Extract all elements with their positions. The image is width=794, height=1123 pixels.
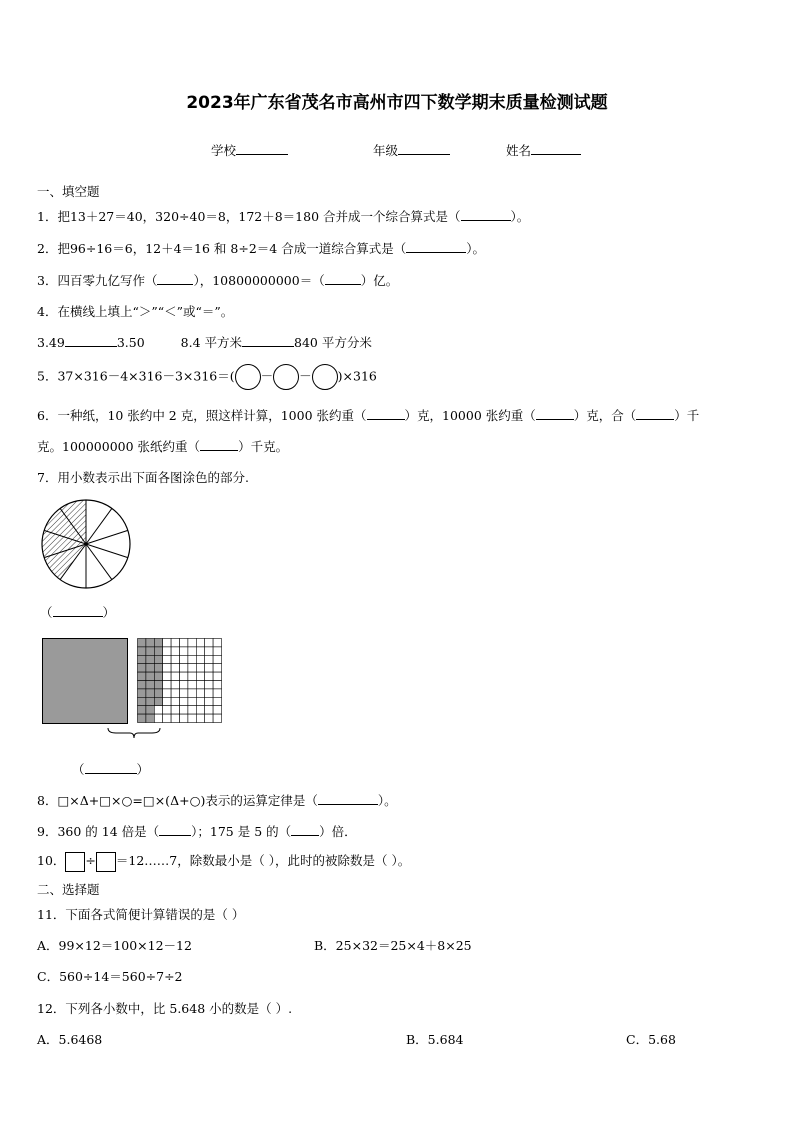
q7-a1-open: （ [40,605,53,620]
grade-blank[interactable] [398,154,450,155]
grid-cell [205,697,213,705]
pie-figure [40,498,132,590]
grid-cell [154,647,162,655]
q6-text-e: 克。100000000 张纸约重（ [37,439,201,454]
grid-cell [213,672,221,680]
grid-cell [188,681,196,689]
question-7: 7．用小数表示出下面各图涂色的部分. [37,470,249,485]
grid-cell [138,681,146,689]
q10-divide: ÷ [85,853,96,868]
q6-text-f: ）千克。 [238,439,289,454]
grid-cell [196,689,204,697]
name-field [506,141,581,159]
brace-icon [106,726,162,740]
q10-divisor-box[interactable] [96,852,116,872]
grid-cell [146,681,154,689]
grid-cell [154,672,162,680]
q12-option-b[interactable]: B．5.684 [406,1032,464,1047]
question-4-items [37,333,372,351]
grid-cell [154,689,162,697]
q9-blank-2[interactable] [291,835,319,836]
q3-text-a: 3．四百零九亿写作（ [37,273,158,288]
q11-option-b[interactable]: B．25×32＝25×4＋8×25 [314,938,472,953]
q12-option-c[interactable]: C．5.68 [626,1032,676,1047]
section-choice: 二、选择题 [37,882,100,897]
grid-cell [171,681,179,689]
pie-divider [86,544,112,580]
question-11: 11．下面各式简便计算错误的是（ ） [37,907,245,922]
q5-minus-2: － [299,368,312,384]
q4-left-1: 3.49 [37,335,65,350]
grid-cell [196,672,204,680]
q6-blank-4[interactable] [200,450,238,451]
grid-cell [138,706,146,714]
q11-option-c[interactable]: C．560÷14＝560÷7÷2 [37,969,183,984]
q4-right-1: 3.50 [116,335,145,350]
grid-cell [213,697,221,705]
question-5 [37,364,377,390]
grid-cell [171,672,179,680]
q3-blank-2[interactable] [325,284,361,285]
grade-field [373,141,450,159]
grid-cell [213,706,221,714]
grid-cell [213,639,221,647]
q4-blank-1[interactable] [65,346,117,347]
q5-circle-1[interactable] [235,364,261,390]
grid-cell [163,647,171,655]
grid-cell [138,689,146,697]
grid-cell [188,689,196,697]
grid-cell [146,672,154,680]
grid-cell [171,647,179,655]
q3-text-c: ）亿。 [360,273,399,288]
grid-cell [146,689,154,697]
grid-cell [188,697,196,705]
grid-cell [180,672,188,680]
q4-right-2: 840 平方分米 [294,335,372,350]
grid-cell [188,672,196,680]
q2-end: ）。 [466,241,485,256]
q5-circle-3[interactable] [312,364,338,390]
grid-cell [180,655,188,663]
grid-cell [205,714,213,722]
q10-number: 10． [37,853,66,868]
grid-cell [196,697,204,705]
q6-blank-1[interactable] [367,419,405,420]
grid-cell [213,655,221,663]
name-label: 姓名 [506,143,532,158]
grid-cell [163,689,171,697]
grid-cell [213,664,221,672]
q7-blank-2[interactable] [85,773,137,774]
grid-cell [163,664,171,672]
grid-cell [205,655,213,663]
grid-cell [213,689,221,697]
q1-text: 1．把13＋27＝40，320÷40＝8，172＋8＝180 合并成一个综合算式是（ [37,209,461,224]
q9-text-b: ）；175 是 5 的（ [191,824,292,839]
grid-cell [171,664,179,672]
name-blank[interactable] [531,154,581,155]
q1-end: ）。 [510,209,530,224]
grid-cell [163,681,171,689]
grid-cell [196,639,204,647]
grid-cell [154,697,162,705]
grid-cell [196,714,204,722]
grid-cell [180,697,188,705]
grid-cell [171,639,179,647]
grid-cell [171,706,179,714]
question-3 [37,271,398,289]
q5-end: )×316 [337,368,377,384]
grid-cell [146,655,154,663]
question-12: 12．下列各小数中，比 5.648 小的数是（ ）. [37,1001,293,1016]
q7-a2-close: ） [136,762,150,777]
q3-text-b: ），10800000000＝（ [193,273,325,288]
page-title: 2023年广东省茂名市高州市四下数学期末质量检测试题 [186,93,608,113]
q5-circle-2[interactable] [273,364,299,390]
grid-cell [196,664,204,672]
q5-minus-1: － [260,368,274,384]
grid-cell [138,664,146,672]
grid-cell [205,706,213,714]
q3-blank-1[interactable] [157,284,193,285]
grid-cell [171,697,179,705]
question-2 [37,239,485,257]
grid-cell [138,647,146,655]
grid-cell [138,655,146,663]
grid-cell [146,697,154,705]
grid-cell [196,706,204,714]
q7-blank-1[interactable] [53,616,103,617]
question-6-cont [37,437,288,455]
grid-cell [196,647,204,655]
grid-cell [146,647,154,655]
q9-blank-1[interactable] [159,835,191,836]
grid-cell [188,664,196,672]
grade-label: 年级 [373,143,399,158]
grid-cell [171,689,179,697]
grid-cell [213,714,221,722]
shaded-square [42,638,128,724]
grid-cell [213,647,221,655]
grid-cell [180,647,188,655]
grid-cell [188,639,196,647]
grid-cell [138,672,146,680]
q1-blank[interactable] [461,220,511,221]
school-field [211,141,288,159]
grid-cell [188,706,196,714]
grid-cell [180,689,188,697]
pie-divider [86,508,112,544]
grid-cell [138,714,146,722]
grid-cell [213,681,221,689]
q7-a2-open: （ [72,762,85,777]
grid-cell [154,714,162,722]
grid-cell [188,647,196,655]
grid-cell [171,655,179,663]
q6-blank-2[interactable] [536,419,574,420]
q11-option-a[interactable]: A．99×12＝100×12－12 [37,938,192,953]
grid-cell [163,706,171,714]
grid-cell [180,714,188,722]
q9-text-c: ）倍． [319,824,357,839]
question-1 [37,207,529,225]
q2-text: 2．把96÷16＝6，12＋4＝16 和 8÷2＝4 合成一道综合算式是（ [37,241,407,256]
grid-cell [154,664,162,672]
q5-text: 5．37×316－4×316－3×316＝( [37,368,235,384]
grid-cell [188,714,196,722]
q7-a1-close: ） [102,605,116,620]
pie-divider [86,530,128,544]
grid-cell [205,639,213,647]
section-fill-blank: 一、填空题 [37,184,100,199]
grid-cell [163,697,171,705]
q4-left-2: 8.4 平方米 [180,335,243,350]
q6-blank-3[interactable] [636,419,674,420]
grid-cell [205,689,213,697]
q2-blank[interactable] [406,252,466,253]
school-label: 学校 [211,143,237,158]
grid-cell [180,706,188,714]
grid-cell [171,714,179,722]
q8-text: 8．□×Δ+□×○=□×(Δ+○)表示的运算定律是（ [37,793,318,808]
grid-cell [205,681,213,689]
q6-text-c: ）克，合（ [573,408,637,423]
q7-answer-2 [72,760,149,778]
grid-cell [205,647,213,655]
pie-divider [86,544,128,558]
grid-cell [163,672,171,680]
grid-cell [205,672,213,680]
q8-blank[interactable] [318,804,378,805]
school-blank[interactable] [236,154,288,155]
q9-text-a: 9．360 的 14 倍是（ [37,824,160,839]
q6-text-b: ）克，10000 张约重（ [404,408,536,423]
grid-cell [146,706,154,714]
question-9 [37,822,357,840]
grid-cell [146,664,154,672]
q4-blank-2[interactable] [242,346,294,347]
grid-cell [146,714,154,722]
grid-cell [180,681,188,689]
q12-option-a[interactable]: A．5.6468 [37,1032,103,1047]
q10-dividend-box[interactable] [65,852,85,872]
question-8 [37,791,397,809]
grid-cell [180,664,188,672]
grid-cell [154,706,162,714]
grid-cell [163,655,171,663]
grid-cell [205,664,213,672]
q7-answer-1 [40,603,115,621]
grid-cell [188,655,196,663]
question-10 [37,851,410,872]
q10-rest: ＝12……7，除数最小是（ ），此时的被除数是（ ）。 [115,853,411,868]
grid-cell [138,697,146,705]
grid-cell [163,714,171,722]
hundred-grid [137,638,223,724]
q8-end: ）。 [377,793,397,808]
grid-cell [146,639,154,647]
question-4: 4．在横线上填上“＞”“＜”或“＝”。 [37,304,234,319]
q6-text-d: ）千 [674,408,700,423]
grid-cell [163,639,171,647]
grid-cell [154,681,162,689]
question-6 [37,406,699,424]
grid-cell [138,639,146,647]
grid-cell [154,639,162,647]
q6-text-a: 6．一种纸，10 张约中 2 克，照这样计算，1000 张约重（ [37,408,367,423]
grid-cell [196,655,204,663]
grid-cell [196,681,204,689]
grid-cell [180,639,188,647]
grid-cell [154,655,162,663]
